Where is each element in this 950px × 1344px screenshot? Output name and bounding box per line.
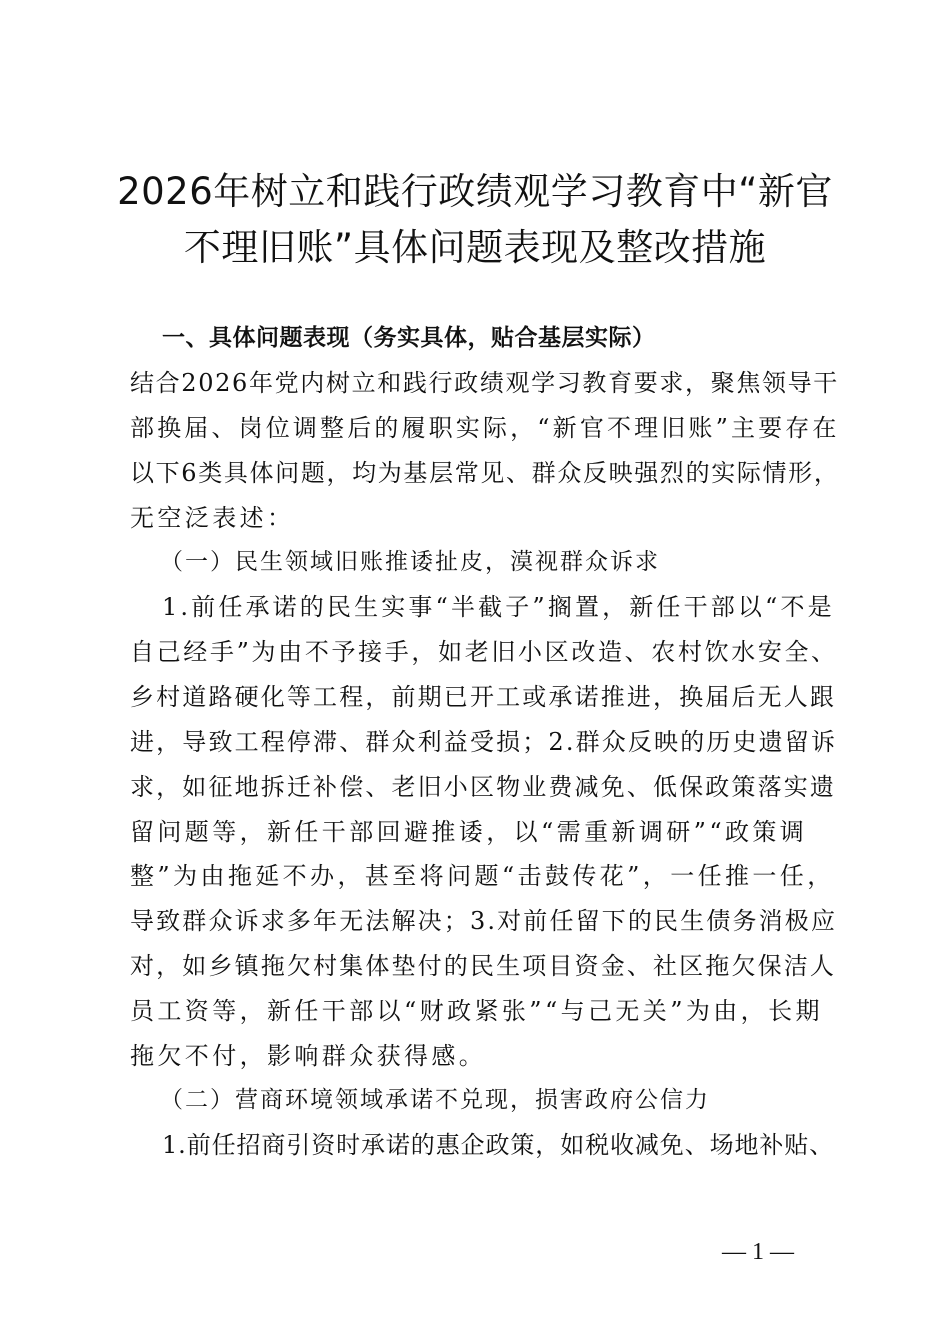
intro-line: 结合2026年党内树立和践行政绩观学习教育要求，聚焦领导干 [130,369,839,397]
paragraph-line: 对，如乡镇拖欠村集体垫付的民生项目资金、社区拖欠保洁人 [130,952,837,980]
paragraph-line: 乡村道路硬化等工程，前期已开工或承诺推进，换届后无人跟 [130,683,837,711]
document-title-line-1: 2026年树立和践行政绩观学习教育中“新官 [117,170,833,213]
document-title-line-2: 不理旧账”具体问题表现及整改措施 [183,226,767,269]
paragraph-line: 求，如征地拆迁补偿、老旧小区物业费减免、低保政策落实遗 [130,773,837,801]
paragraph-line: 进，导致工程停滞、群众利益受损；2.群众反映的历史遗留诉 [130,728,838,756]
paragraph-line: 导致群众诉求多年无法解决；3.对前任留下的民生债务消极应 [130,907,838,935]
page-number: — 1 — [722,1239,794,1265]
section-heading: 一、具体问题表现（务实具体，贴合基层实际） [162,325,656,351]
paragraph-line: 自己经手”为由不予接手，如老旧小区改造、农村饮水安全、 [130,638,838,666]
subsection-heading: （二）营商环境领域承诺不兑现，损害政府公信力 [160,1087,710,1113]
paragraph-line: 留问题等，新任干部回避推诿，以“需重新调研”“政策调 [130,818,808,846]
paragraph-line: 1.前任承诺的民生实事“半截子”搁置，新任干部以“不是 [162,593,835,621]
paragraph-line: 拖欠不付，影响群众获得感。 [130,1042,487,1070]
paragraph-line: 整”为由拖延不办，甚至将问题“击鼓传花”，一任推一任， [130,862,835,890]
paragraph-line: 员工资等，新任干部以“财政紧张”“与己无关”为由，长期 [130,997,823,1025]
paragraph-line: 1.前任招商引资时承诺的惠企政策，如税收减免、场地补贴、 [162,1131,835,1159]
subsection-heading: （一）民生领域旧账推诿扯皮，漠视群众诉求 [160,549,660,575]
intro-line: 部换届、岗位调整后的履职实际，“新官不理旧账”主要存在 [130,414,840,442]
intro-line: 无空泛表述： [130,504,295,532]
intro-line: 以下6类具体问题，均为基层常见、群众反映强烈的实际情形， [130,459,840,487]
